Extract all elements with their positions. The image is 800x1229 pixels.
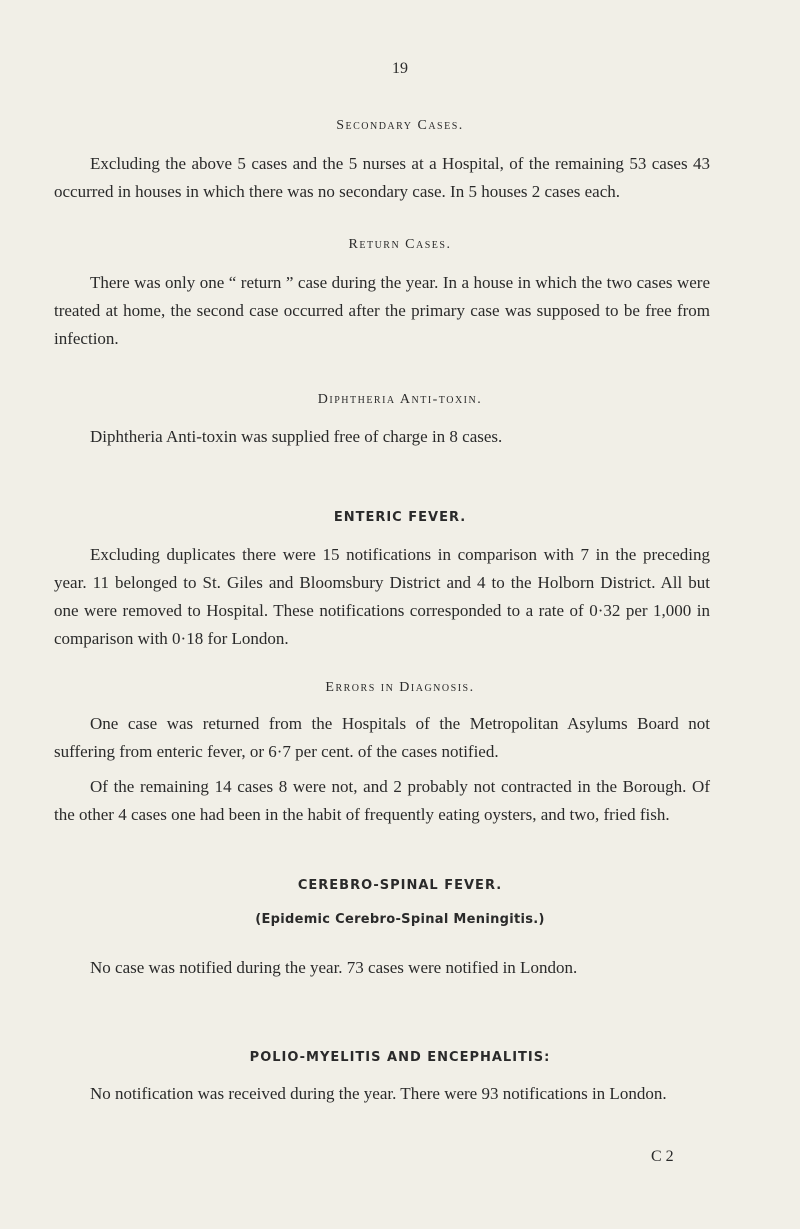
heading-enteric-fever: ENTERIC FEVER. <box>333 510 467 525</box>
heading-return-cases: Return Cases. <box>348 237 452 252</box>
para-polio: No notification was received during the year. There were 93 notifications in London. <box>90 1084 667 1103</box>
para-cerebro-spinal: No case was notified during the year. 73 cases were notified in London. <box>90 958 578 977</box>
para-antitoxin: Diphtheria Anti-toxin was supplied free of charge in 8 cases. <box>90 427 503 446</box>
heading-cerebro-spinal: CEREBRO-SPINAL FEVER. <box>297 878 503 893</box>
signature-mark: C 2 <box>651 1148 674 1165</box>
para-errors-1: One case was returned from the Hospitals of the Metropolitan Asylums Board not suffering from enteric fever, or 6·7 per cent. of the cases notified. <box>54 714 710 761</box>
para-enteric-fever: Excluding duplicates there were 15 notifications in comparison with 7 in the preceding year. 11 belonged to St. Giles and Bloomsbury District and 4 to the Holborn District. All but one were removed to Hospital. These notifications corresponded to a rate of 0·32 per 1,000 in comparison with 0·18 for London. <box>54 545 710 648</box>
para-return-cases: There was only one “ return ” case during the year. In a house in which the two cases were treated at home, the second case occurred after the primary case was supposed to be free from infection. <box>54 273 710 348</box>
para-errors-2: Of the remaining 14 cases 8 were not, and 2 probably not contracted in the Borough. Of the other 4 cases one had been in the habit of frequently eating oysters, and two, fried fish. <box>54 777 710 824</box>
para-secondary-cases: Excluding the above 5 cases and the 5 nurses at a Hospital, of the remaining 53 cases 43 occurred in houses in which there was no secondary case. In 5 houses 2 cases each. <box>54 154 710 201</box>
page-number: 19 <box>392 60 408 77</box>
subheading-cerebro-spinal: (Epidemic Cerebro-Spinal Meningitis.) <box>255 912 545 927</box>
heading-antitoxin: Diphtheria Anti-toxin. <box>317 392 483 407</box>
heading-errors-diagnosis: Errors in Diagnosis. <box>325 680 475 695</box>
heading-polio: POLIO-MYELITIS AND ENCEPHALITIS: <box>249 1050 551 1065</box>
heading-secondary-cases: Secondary Cases. <box>336 118 464 133</box>
